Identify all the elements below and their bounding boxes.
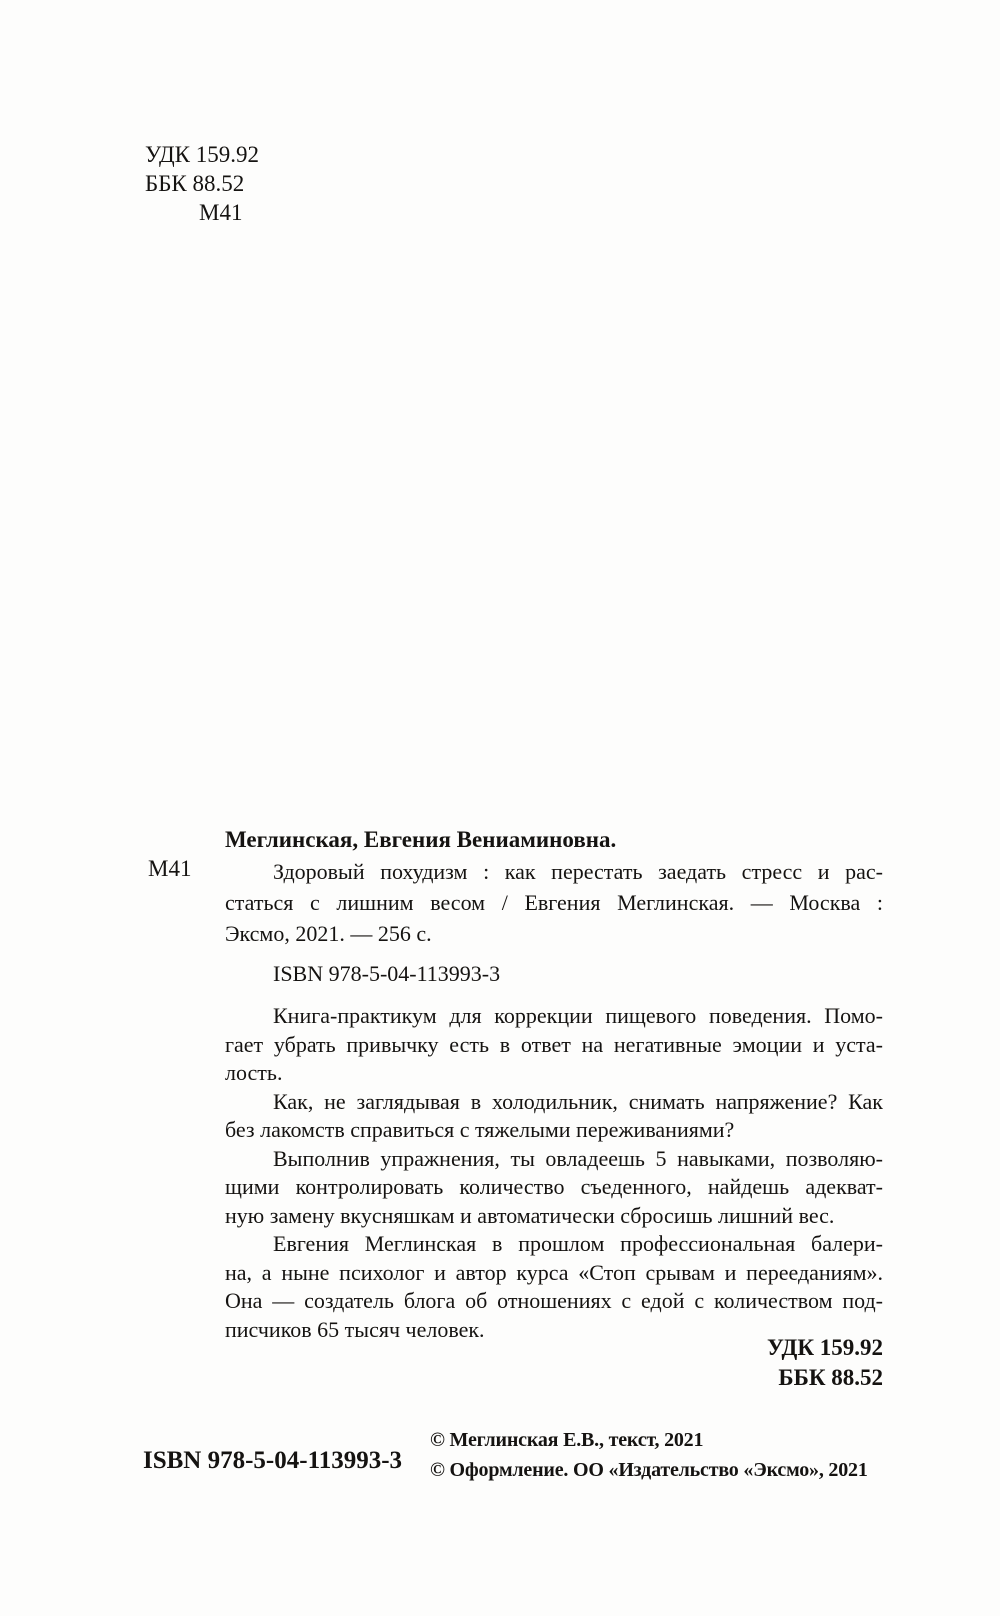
udk-code-bottom: УДК 159.92 (766, 1335, 883, 1360)
text-line: Книга-практикум для коррекции пищевого поведения. Помо- (273, 1003, 883, 1028)
text-line: писчиков 65 тысяч человек. (225, 1316, 485, 1342)
text-line: Эксмо, 2021. — 256 с. (225, 921, 432, 946)
catalog-entry (225, 824, 883, 1344)
entry-margin-code: М41 (148, 856, 192, 881)
text-line: гает убрать привычку есть в ответ на негативные эмоции и уста- (225, 1031, 883, 1057)
text-line: щими контролировать количество съеденного, найдешь адекват- (225, 1174, 883, 1199)
author-sign-code: М41 (199, 200, 243, 225)
copyright-block (430, 1425, 868, 1485)
text-line: Евгения Меглинская в прошлом профессиональная балери- (273, 1231, 883, 1256)
entry-isbn: ISBN 978-5-04-113993-3 (273, 961, 501, 986)
text-line: лость. (225, 1060, 283, 1085)
annotation-text (225, 1002, 883, 1344)
bibliographic-description (225, 856, 883, 949)
footer-isbn: ISBN 978-5-04-113993-3 (143, 1447, 403, 1474)
copyright-design-text: © Оформление. ОО «Издательство «Эксмо», 2021 (430, 1459, 868, 1481)
text-line: Она — создатель блога об отношениях с едой с количеством под- (225, 1288, 883, 1313)
text-line: Выполнив упражнения, ты овладеешь 5 навыками, позволяю- (273, 1145, 883, 1171)
top-classification-codes (145, 140, 259, 227)
author-heading: Меглинская, Евгения Вениаминовна. (225, 827, 617, 852)
bbk-code: ББК 88.52 (145, 171, 245, 196)
text-line: Здоровый похудизм : как перестать заедать стресс и рас- (273, 859, 883, 884)
text-line: статься с лишним весом / Евгения Меглинская. — Москва : (225, 890, 883, 915)
text-line: Как, не заглядывая в холодильник, снимать напряжение? Как (273, 1088, 883, 1114)
bottom-classification-codes (225, 1333, 883, 1393)
text-line: на, а ныне психолог и автор курса «Стоп срывам и перееданиям». (225, 1259, 883, 1285)
copyright-author-text: © Меглинская Е.В., текст, 2021 (430, 1429, 704, 1451)
text-line: без лакомств справиться с тяжелыми переживаниями? (225, 1117, 735, 1142)
text-line: ную замену вкусняшкам и автоматически сбросишь лишний вес. (225, 1202, 835, 1228)
bbk-code-bottom: ББК 88.52 (778, 1365, 883, 1390)
udk-code: УДК 159.92 (145, 142, 259, 167)
